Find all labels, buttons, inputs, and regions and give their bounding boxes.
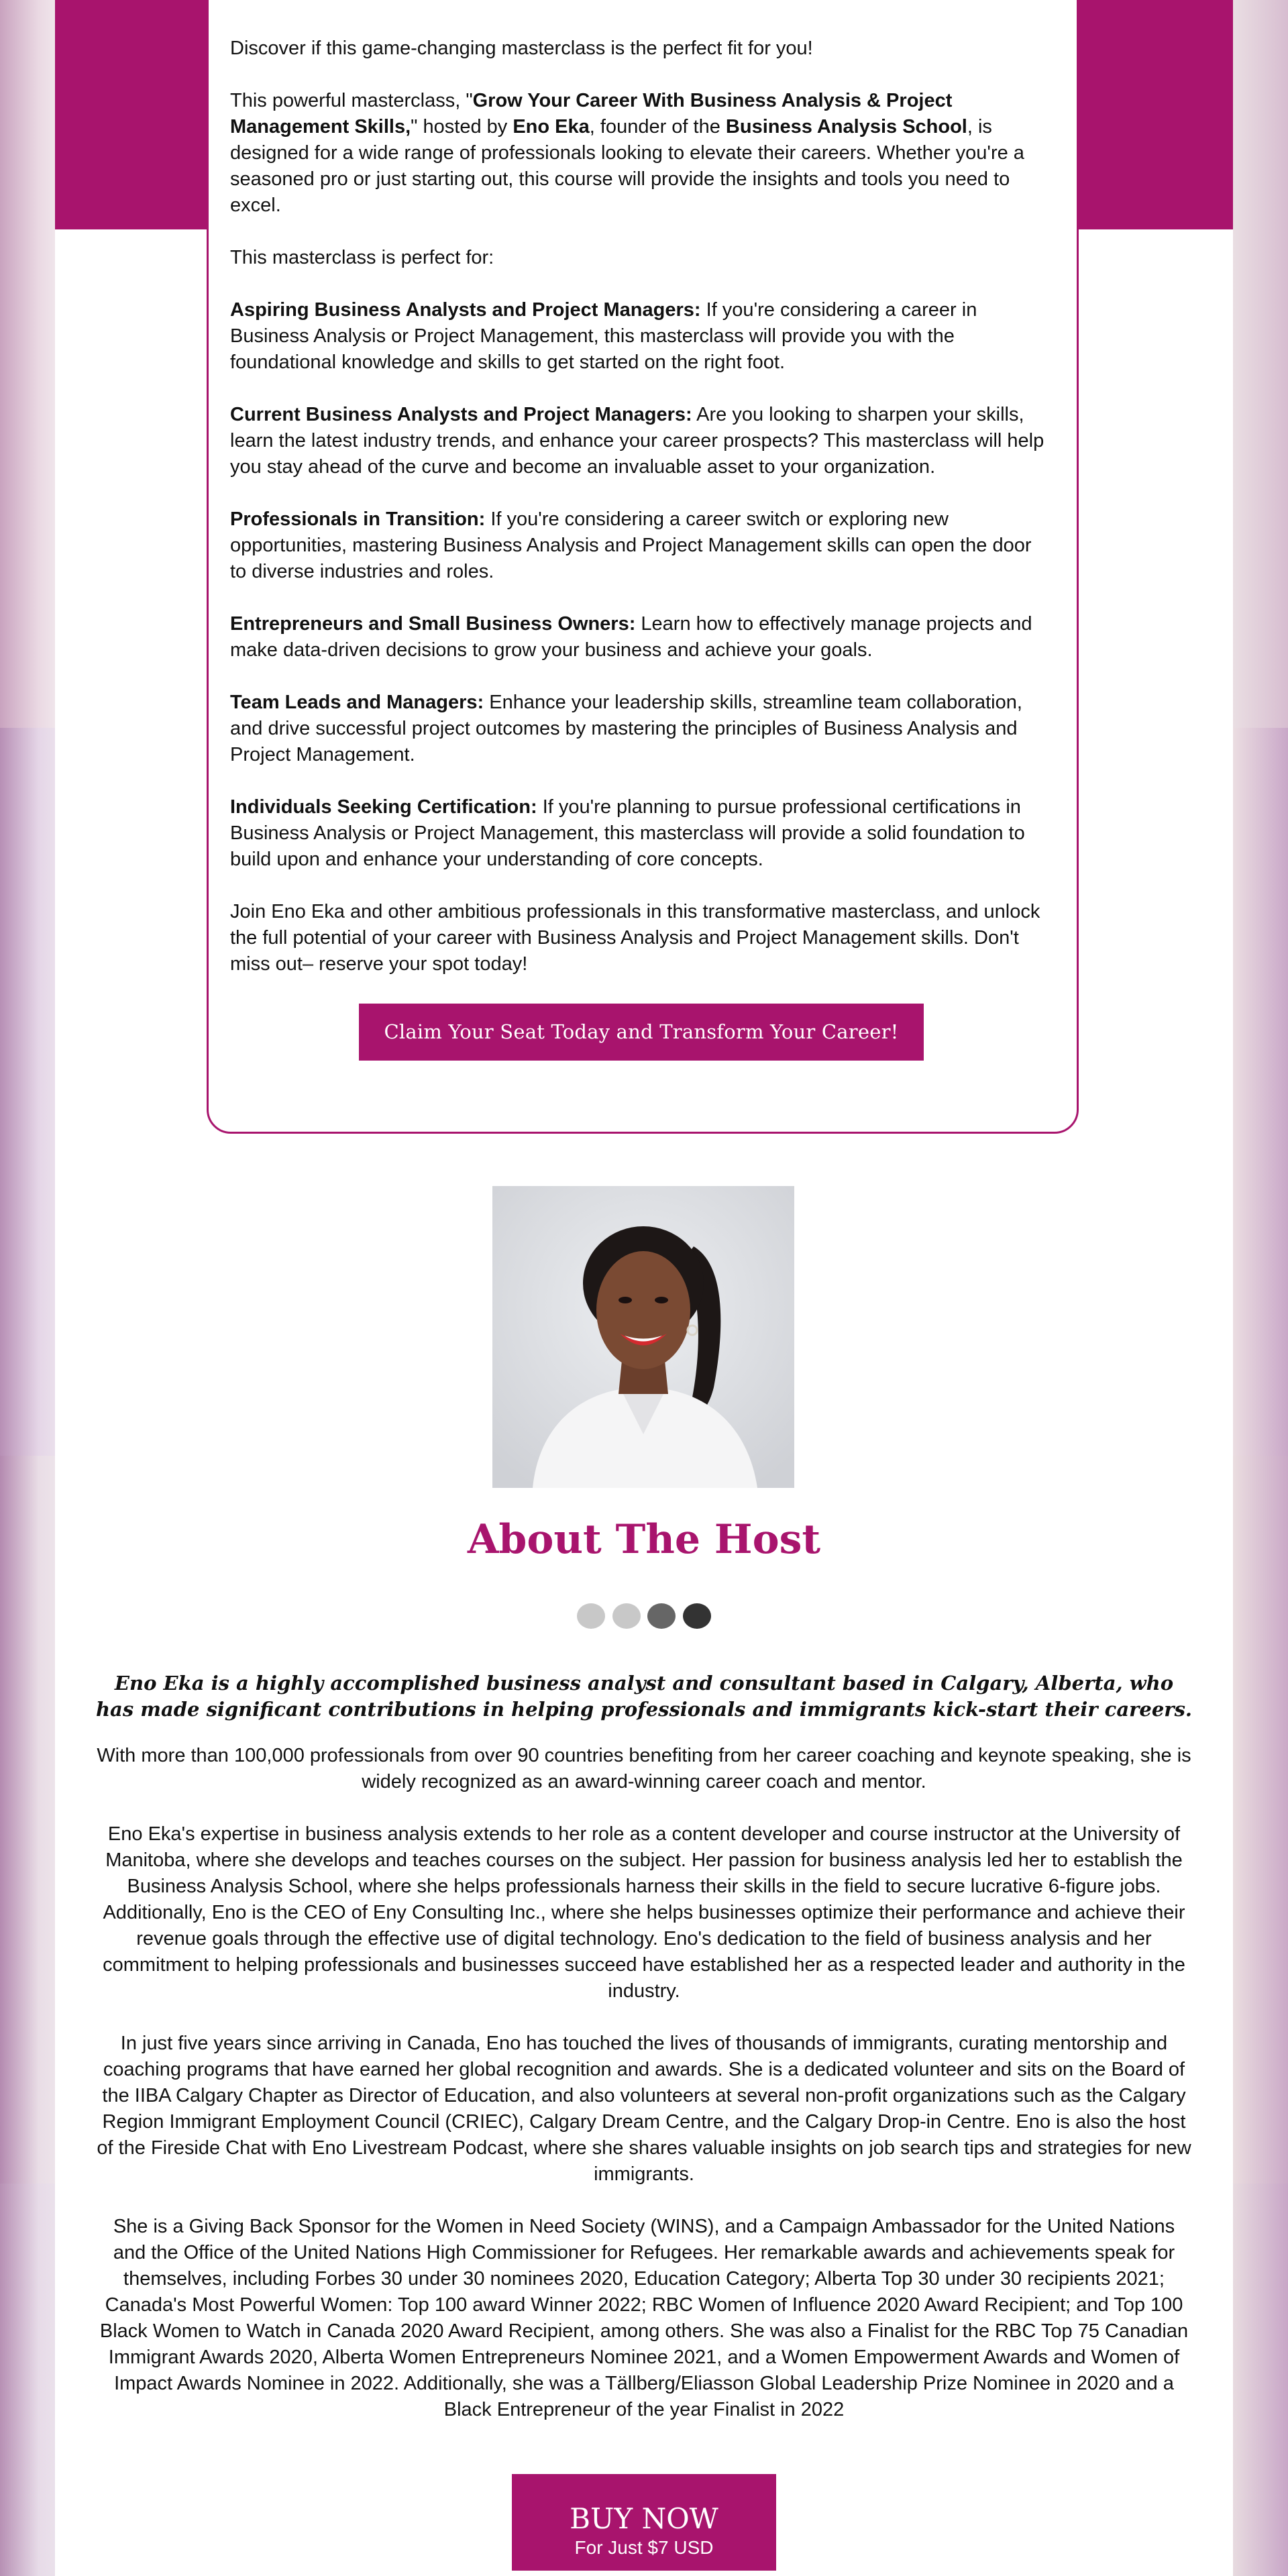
closing-paragraph: Join Eno Eka and other ambitious professionals in this transformative masterclass, and unlock the full potential of your career with Business Analysis and Project Management skills. Don't miss out– reserve your spot today! xyxy=(230,901,1040,975)
about-paragraph: She is a Giving Back Sponsor for the Women in Need Society (WINS), and a Campaign Ambassador for the United Nations and the Office of the United Nations High Commissioner for Refugees. Her remarkable awards and achievements speak for themselves, including Forbes 30 under 30 nominees 2020, Education Category; Alberta Top 30 under 30 recipients 2021; Canada's Most Powerful Women: Top 100 award Winner 2022; RBC Women of Influence 2020 Award Recipient; and Top 100 Black Women to Watch in Canada 2020 Award Recipient, among others. She was also a Finalist for the RBC Top 75 Canadian Immigrant Awards 2020, Alberta Women Entrepreneurs Nominee 2021, and a Women Empowerment Awards and Women of Impact Awards Nominee in 2022. Additionally, she was a Tällberg/Eliasson Global Leadership Prize Nominee in 2020 and a Black Entrepreneur of the year Finalist in 2022 xyxy=(99,2216,1189,2420)
landing-page xyxy=(55,0,1233,2576)
about-paragraph: In just five years since arriving in Canada, Eno has touched the lives of thousands of immigrants, curating mentorship and coaching programs that have earned her global recognition and awards. She is a dedicated volunteer and sits on the Board of the IIBA Calgary Chapter as Director of Education, and also volunteers at several non-profit organizations such as the Calgary Region Immigrant Employment Council (CRIEC), Calgary Dream Centre, and the Calgary Drop-in Centre. Eno is also the host of the Fireside Chat with Eno Livestream Podcast, where she shares valuable insights on job search tips and strategies for new immigrants. xyxy=(97,2033,1191,2185)
audience-item: Entrepreneurs and Small Business Owners: Learn how to effectively manage projects and make data-driven decisions to grow your business and achieve your goals. xyxy=(230,613,1032,661)
carousel-dot[interactable] xyxy=(683,1603,711,1629)
about-host-title: About The Host xyxy=(467,1516,821,1563)
buy-now-price: For Just $7 USD xyxy=(574,2536,714,2558)
buy-now-button[interactable] xyxy=(512,2474,776,2571)
intro-paragraph: This powerful masterclass, "Grow Your Career With Business Analysis & Project Management Skills," hosted by Eno Eka, founder of the Business Analysis School, is designed for a wide range of professionals looking to elevate their careers. Whether you're a seasoned pro or just starting out, this course will provide the insights and tools you need to excel. xyxy=(230,90,1024,216)
carousel-dot[interactable] xyxy=(577,1603,605,1629)
carousel-dot[interactable] xyxy=(647,1603,676,1629)
masterclass-info-card xyxy=(207,0,1079,1134)
audience-item: Individuals Seeking Certification: If you're planning to pursue professional certifications in Business Analysis or Project Management, this masterclass will provide a solid foundation to build upon and enhance your understanding of core concepts. xyxy=(230,796,1025,870)
about-paragraph: Eno Eka's expertise in business analysis extends to her role as a content developer and course instructor at the University of Manitoba, where she develops and teaches courses on the subject. Her passion for business analysis led her to establish the Business Analysis School, where she helps professionals harness their skills in the field to secure lucrative 6-figure jobs. Additionally, Eno is the CEO of Eny Consulting Inc., where she helps businesses optimize their performance and achieve their revenue goals through the effective use of digital technology. Eno's dedication to the field of business analysis and her commitment to helping professionals and businesses succeed have established her as a respected leader and authority in the industry. xyxy=(103,1823,1185,2002)
about-host-section xyxy=(95,1670,1193,2449)
carousel-dots-icon xyxy=(55,1603,1233,1632)
buy-now-label: BUY NOW xyxy=(570,2502,718,2535)
audience-item: Team Leads and Managers: Enhance your leadership skills, streamline team collaboration, and drive successful project outcomes by mastering the principles of Business Analysis and Project Management. xyxy=(230,692,1022,765)
host-name: Eno Eka xyxy=(513,116,590,138)
claim-seat-button[interactable]: Claim Your Seat Today and Transform Your Career! xyxy=(359,1004,924,1061)
intro-heading: Discover if this game-changing masterclass is the perfect fit for you! xyxy=(230,38,813,59)
school-name: Business Analysis School xyxy=(725,116,967,138)
audience-item: Current Business Analysts and Project Managers: Are you looking to sharpen your skills, learn the latest industry trends, and enhance your career prospects? This masterclass will help you stay ahead of the curve and become an invaluable asset to your organization. xyxy=(230,404,1044,478)
carousel-dot[interactable] xyxy=(612,1603,641,1629)
audience-item: Professionals in Transition: If you're considering a career switch or exploring new opportunities, mastering Business Analysis and Project Management skills can open the door to diverse industries and roles. xyxy=(230,508,1032,582)
host-portrait-image xyxy=(492,1186,794,1488)
about-lead: Eno Eka is a highly accomplished business analyst and consultant based in Calgary, Alberta, who has made significant contributions in helping professionals and immigrants kick-start their careers. xyxy=(95,1672,1193,1721)
perfect-for-label: This masterclass is perfect for: xyxy=(230,247,494,268)
course-title: Grow Your Career With Business Analysis & Project Management Skills, xyxy=(230,90,953,138)
audience-item: Aspiring Business Analysts and Project Managers: If you're considering a career in Business Analysis or Project Management, this masterclass will provide you with the foundational knowledge and skills to get started on the right foot. xyxy=(230,299,977,373)
about-paragraph: With more than 100,000 professionals from over 90 countries benefiting from her career coaching and keynote speaking, she is widely recognized as an award-winning career coach and mentor. xyxy=(97,1745,1191,1792)
